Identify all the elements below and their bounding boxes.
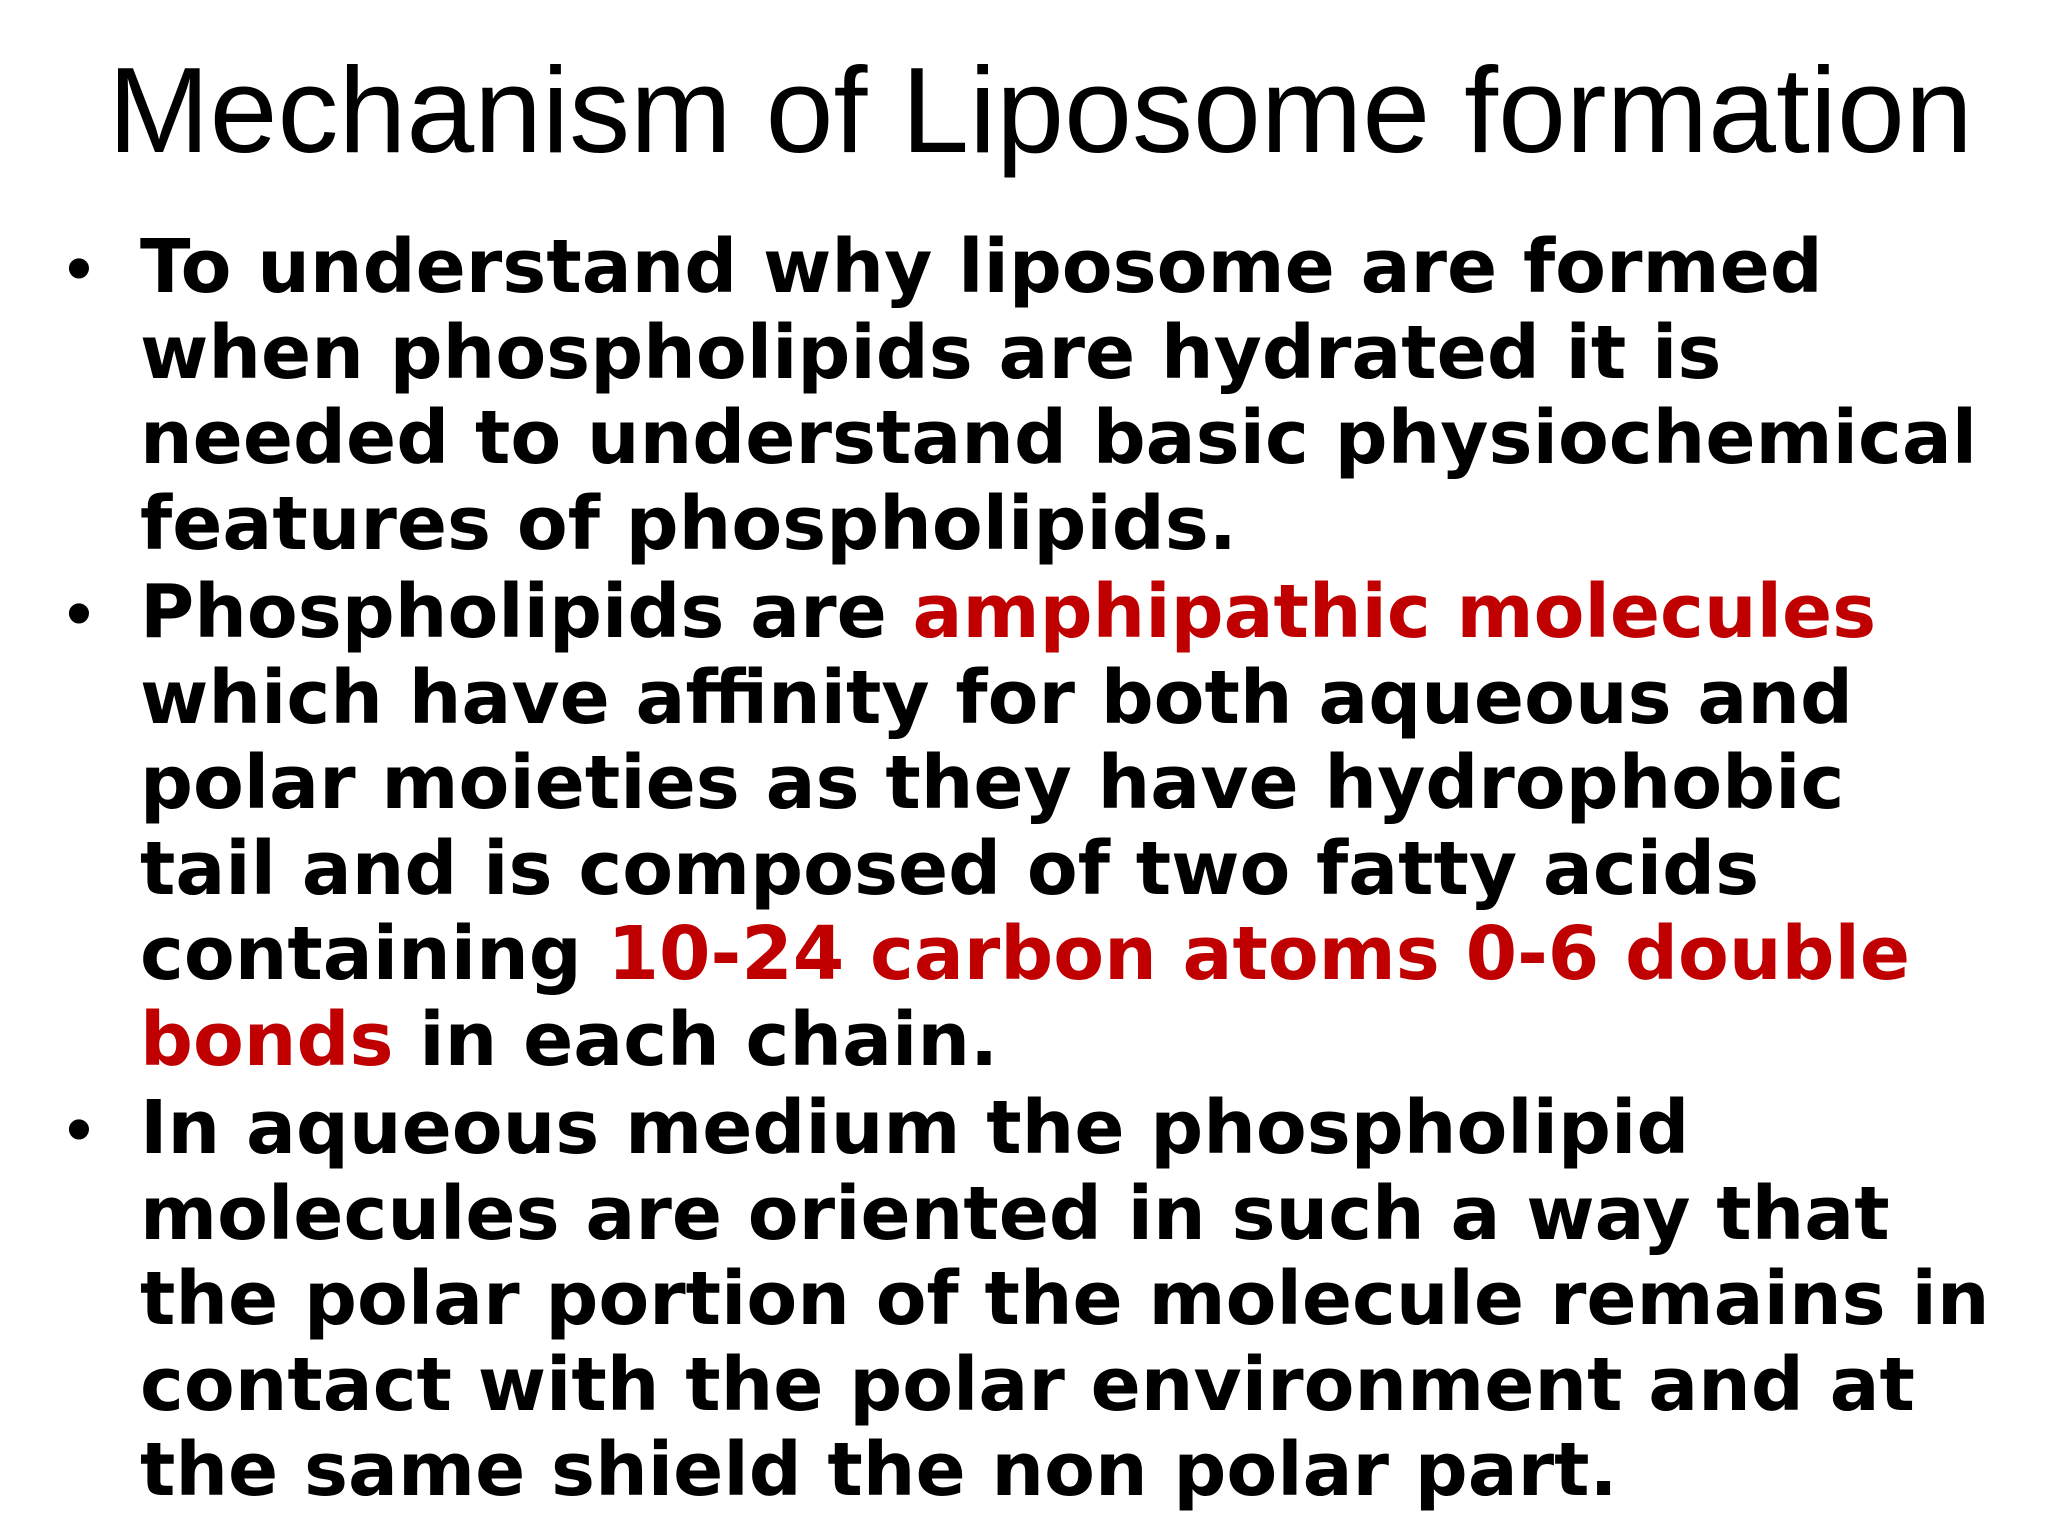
bullet-text: Phospholipids are <box>140 569 913 655</box>
bullet-list <box>60 225 1990 1517</box>
bullet-text: To understand why liposome are formed when phospholipids are hydrated it is needed to understand basic physiochemical features of phospholipids. <box>140 224 1978 567</box>
bullet-icon: • <box>66 571 92 654</box>
bullet-icon: • <box>66 1087 92 1170</box>
slide-title: Mechanism of Liposome formation <box>108 42 1973 178</box>
bullet-text: in each chain. <box>393 996 999 1083</box>
bullet-item <box>60 225 1990 567</box>
highlighted-term: 10-24 carbon atoms 0-6 double bonds <box>140 911 1911 1083</box>
bullet-text: which have affinity for both aqueous and polar moieties as they have hydrophobic tail and is composed of two fatty acids containing <box>140 654 1854 997</box>
bullet-item <box>60 1086 1990 1514</box>
bullet-icon: • <box>66 226 92 309</box>
highlighted-term: amphipathic molecules <box>912 569 1877 655</box>
bullet-item <box>60 570 1990 1083</box>
bullet-text: In aqueous medium the phospholipid molecules are oriented in such a way that the polar portion of the molecule remains in contact with the polar environment and at the same shield the non polar part. <box>140 1085 1990 1513</box>
